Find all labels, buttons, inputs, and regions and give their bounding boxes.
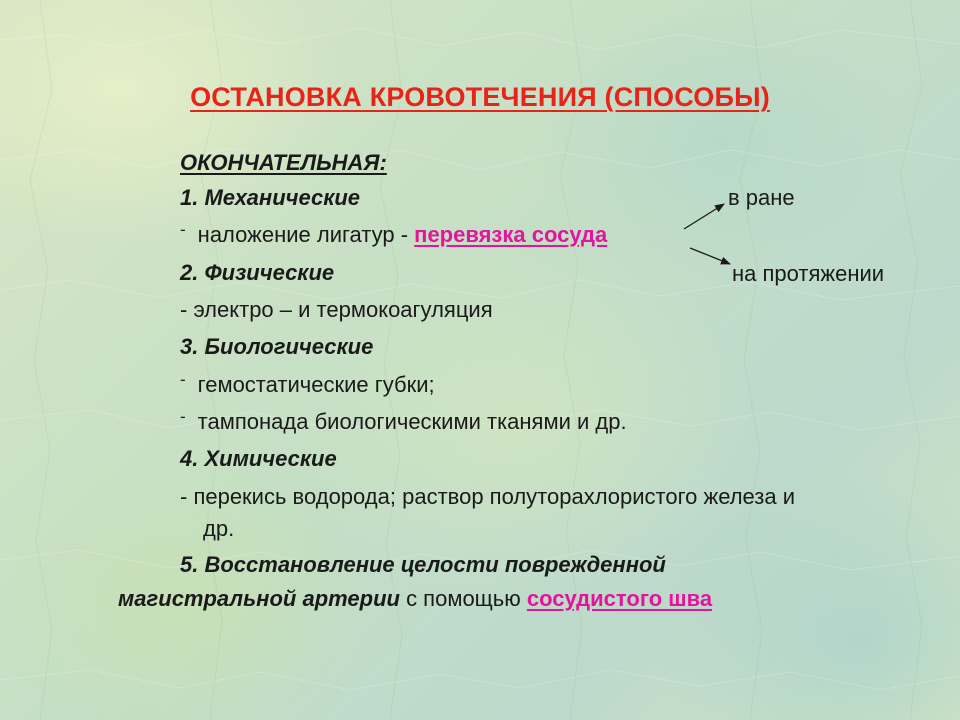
item-electrocoagulation: - электро – и термокоагуляция — [180, 297, 493, 322]
bullet-dash: - — [180, 220, 186, 239]
sponges-text: гемостатические губки; — [197, 372, 435, 397]
item-peroxide-line1: - перекись водорода; раствор полуторахлористого железа и — [180, 484, 796, 509]
section-heading-final: ОКОНЧАТЕЛЬНАЯ: — [180, 150, 387, 175]
arrow-to-in-wound — [684, 204, 724, 229]
restoration-plain-text: с помощью — [399, 586, 527, 611]
bullet-dash: - — [180, 407, 186, 426]
method-biological: 3. Биологические — [180, 334, 374, 359]
link-vessel-ligation[interactable]: перевязка сосуда — [414, 222, 608, 247]
method-restoration-line2 — [118, 586, 712, 612]
arrow-to-along-length — [690, 248, 730, 264]
tamponade-text: тампонада биологическими тканями и др. — [197, 409, 627, 434]
slide-title: ОСТАНОВКА КРОВОТЕЧЕНИЯ (СПОСОБЫ) — [190, 82, 770, 112]
ligature-text: наложение лигатур - — [197, 222, 415, 247]
label-along-length: на протяжении — [732, 261, 885, 286]
link-vascular-suture[interactable]: сосудистого шва — [526, 586, 713, 611]
item-tamponade — [180, 409, 627, 437]
item-peroxide-line2: др. — [203, 516, 235, 541]
restoration-artery-text: магистральной артерии — [118, 586, 400, 611]
item-ligature — [180, 222, 607, 250]
label-in-wound: в ране — [728, 185, 795, 210]
item-sponges — [180, 372, 435, 400]
method-restoration-line1: 5. Восстановление целости поврежденной — [180, 552, 666, 577]
method-physical: 2. Физические — [180, 260, 335, 285]
method-mechanical: 1. Механические — [180, 185, 361, 210]
method-chemical: 4. Химические — [180, 446, 337, 471]
bullet-dash: - — [180, 370, 186, 389]
